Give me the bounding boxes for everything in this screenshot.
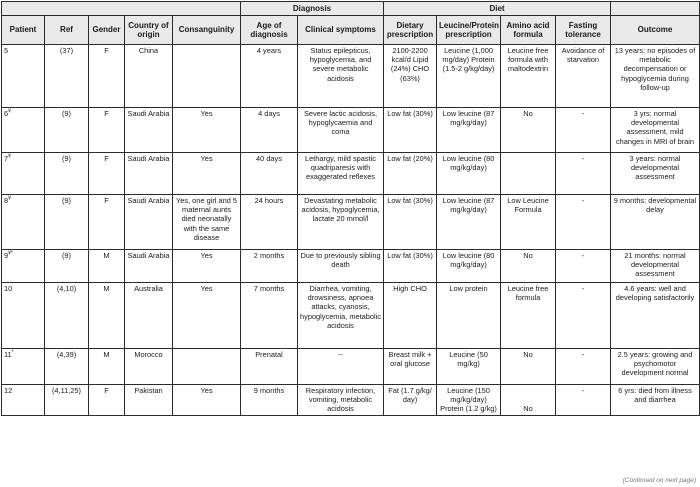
cell-consanguinity: [173, 45, 241, 108]
col-header-ref: Ref: [45, 16, 89, 45]
cell-fasting: Avoidance of starvation: [556, 45, 611, 108]
cell-gender: F: [89, 45, 125, 108]
cell-consanguinity: [173, 349, 241, 385]
cell-ref: (9): [45, 195, 89, 250]
group-header-diagnosis: Diagnosis: [241, 2, 384, 16]
cell-dietary: Low fat (20%): [384, 153, 437, 195]
cell-fasting: -: [556, 349, 611, 385]
cell-dietary: Low fat (30%): [384, 195, 437, 250]
cell-leucine: Low leucine (80 mg/kg/day): [437, 250, 501, 283]
cell-age: Prenatal: [241, 349, 298, 385]
col-header-fasting: Fasting tolerance: [556, 16, 611, 45]
cell-ref: (9): [45, 250, 89, 283]
cell-outcome: 3 years: normal developmental assessment: [611, 153, 700, 195]
cell-amino: No: [501, 108, 556, 153]
cell-symptoms: Due to previously sibling death: [298, 250, 384, 283]
cell-consanguinity: Yes: [173, 250, 241, 283]
cell-symptoms: Status epilepticus, hypoglycemia, and severe metabolic acidosis: [298, 45, 384, 108]
col-header-age: Age of diagnosis: [241, 16, 298, 45]
cell-fasting: -: [556, 108, 611, 153]
group-header-blank: [2, 2, 241, 16]
table-row: [2, 45, 700, 108]
cell-gender: M: [89, 349, 125, 385]
cell-fasting: -: [556, 283, 611, 349]
table-row: [2, 153, 700, 195]
continued-note: (Continued on next page): [622, 477, 696, 484]
cell-outcome: 2.5 years: growing and psychomotor development normal: [611, 349, 700, 385]
cell-patient: 11*: [2, 349, 45, 385]
cell-consanguinity: Yes: [173, 385, 241, 416]
cell-gender: F: [89, 385, 125, 416]
patient-table: [1, 1, 700, 416]
cell-symptoms: Respiratory infection, vomiting, metabolic acidosis: [298, 385, 384, 416]
col-header-gender: Gender: [89, 16, 125, 45]
col-header-leucine: Leucine/Protein prescription: [437, 16, 501, 45]
cell-patient: 6¥: [2, 108, 45, 153]
cell-outcome: 13 years: no episodes of metabolic decompensation or hypoglycemia during follow-up: [611, 45, 700, 108]
cell-consanguinity: Yes: [173, 153, 241, 195]
table-row: [2, 349, 700, 385]
cell-country: Australia: [125, 283, 173, 349]
cell-amino: No: [501, 385, 556, 416]
cell-fasting: -: [556, 153, 611, 195]
table-row: [2, 283, 700, 349]
cell-age: 40 days: [241, 153, 298, 195]
cell-age: 4 years: [241, 45, 298, 108]
cell-leucine: Low protein: [437, 283, 501, 349]
cell-outcome: 9 months: developmental delay: [611, 195, 700, 250]
cell-country: Pakistan: [125, 385, 173, 416]
cell-age: 2 months: [241, 250, 298, 283]
table-row: [2, 195, 700, 250]
cell-dietary: Low fat (30%): [384, 108, 437, 153]
column-header-row: [2, 16, 700, 45]
cell-leucine: Leucine (50 mg/kg): [437, 349, 501, 385]
col-header-amino: Amino acid formula: [501, 16, 556, 45]
col-header-consanguinity: Consanguinity: [173, 16, 241, 45]
cell-amino: [501, 153, 556, 195]
cell-symptoms: --: [298, 349, 384, 385]
cell-dietary: Breast milk + oral glucose: [384, 349, 437, 385]
cell-consanguinity: Yes: [173, 108, 241, 153]
col-header-patient: Patient: [2, 16, 45, 45]
cell-age: 9 months: [241, 385, 298, 416]
cell-symptoms: Lethargy, mild spastic quadriparesis with exaggerated reflexes: [298, 153, 384, 195]
group-header-diet: Diet: [384, 2, 611, 16]
cell-ref: (4,10): [45, 283, 89, 349]
cell-gender: F: [89, 108, 125, 153]
cell-ref: (9): [45, 108, 89, 153]
cell-amino: Low Leucine Formula: [501, 195, 556, 250]
group-header-row: [2, 2, 700, 16]
cell-dietary: 2100-2200 kcal/d Lipid (24%) CHO (63%): [384, 45, 437, 108]
col-header-outcome: Outcome: [611, 16, 700, 45]
cell-gender: F: [89, 153, 125, 195]
cell-ref: (4,11,25): [45, 385, 89, 416]
cell-outcome: 4.6 years: well and developing satisfactorily: [611, 283, 700, 349]
cell-patient: 10: [2, 283, 45, 349]
col-header-country: Country of origin: [125, 16, 173, 45]
cell-country: Morocco: [125, 349, 173, 385]
cell-patient: 12: [2, 385, 45, 416]
cell-amino: Leucine free formula: [501, 283, 556, 349]
table-row: [2, 385, 700, 416]
cell-gender: M: [89, 283, 125, 349]
cell-symptoms: Diarrhea, vomiting, drowsiness, apnoea attacks, cyanosis, hypoglycemia, metabolic acidosis: [298, 283, 384, 349]
table-row: [2, 250, 700, 283]
table-row: [2, 108, 700, 153]
cell-dietary: Fat (1.7 g/kg/ day): [384, 385, 437, 416]
cell-patient: 9¥*: [2, 250, 45, 283]
cell-gender: F: [89, 195, 125, 250]
cell-symptoms: Devastating metabolic acidosis, hypoglycemia, lactate 20 mmol/l: [298, 195, 384, 250]
cell-country: Saudi Arabia: [125, 108, 173, 153]
cell-patient: 7¥: [2, 153, 45, 195]
cell-outcome: 21 months: normal developmental assessment: [611, 250, 700, 283]
cell-amino: Leucine free formula with maltodextrin: [501, 45, 556, 108]
cell-fasting: -: [556, 385, 611, 416]
cell-consanguinity: Yes, one girl and 5 maternal aunts died neonatally with the same disease: [173, 195, 241, 250]
cell-leucine: Low leucine (80 mg/kg/day): [437, 153, 501, 195]
col-header-symptoms: Clinical symptoms: [298, 16, 384, 45]
cell-consanguinity: Yes: [173, 283, 241, 349]
cell-fasting: -: [556, 195, 611, 250]
cell-ref: (9): [45, 153, 89, 195]
cell-outcome: 6 yrs: died from illness and diarrhea: [611, 385, 700, 416]
cell-age: 4 days: [241, 108, 298, 153]
cell-leucine: Low leucine (87 mg/kg/day): [437, 195, 501, 250]
cell-country: Saudi Arabia: [125, 153, 173, 195]
cell-leucine: Low leucine (87 mg/kg/day): [437, 108, 501, 153]
cell-dietary: Low fat (30%): [384, 250, 437, 283]
cell-leucine: Leucine (1,000 mg/day) Protein (1.5-2 g/kg/day): [437, 45, 501, 108]
cell-amino: No: [501, 349, 556, 385]
cell-symptoms: Severe lactic acidosis, hypoglycaemia and coma: [298, 108, 384, 153]
cell-age: 24 hours: [241, 195, 298, 250]
cell-age: 7 months: [241, 283, 298, 349]
cell-ref: (4,39): [45, 349, 89, 385]
cell-patient: 5: [2, 45, 45, 108]
cell-patient: 8¥: [2, 195, 45, 250]
cell-dietary: High CHO: [384, 283, 437, 349]
group-header-outcome-blank: [611, 2, 700, 16]
cell-fasting: -: [556, 250, 611, 283]
cell-gender: M: [89, 250, 125, 283]
cell-country: Saudi Arabia: [125, 195, 173, 250]
cell-amino: No: [501, 250, 556, 283]
cell-leucine: Leucine (150 mg/kg/day) Protein (1.2 g/kg): [437, 385, 501, 416]
cell-outcome: 3 yrs: normal developmental assessment, mild changes in MRI of brain: [611, 108, 700, 153]
cell-country: Saudi Arabia: [125, 250, 173, 283]
col-header-dietary: Dietary prescription: [384, 16, 437, 45]
cell-country: China: [125, 45, 173, 108]
cell-ref: (37): [45, 45, 89, 108]
